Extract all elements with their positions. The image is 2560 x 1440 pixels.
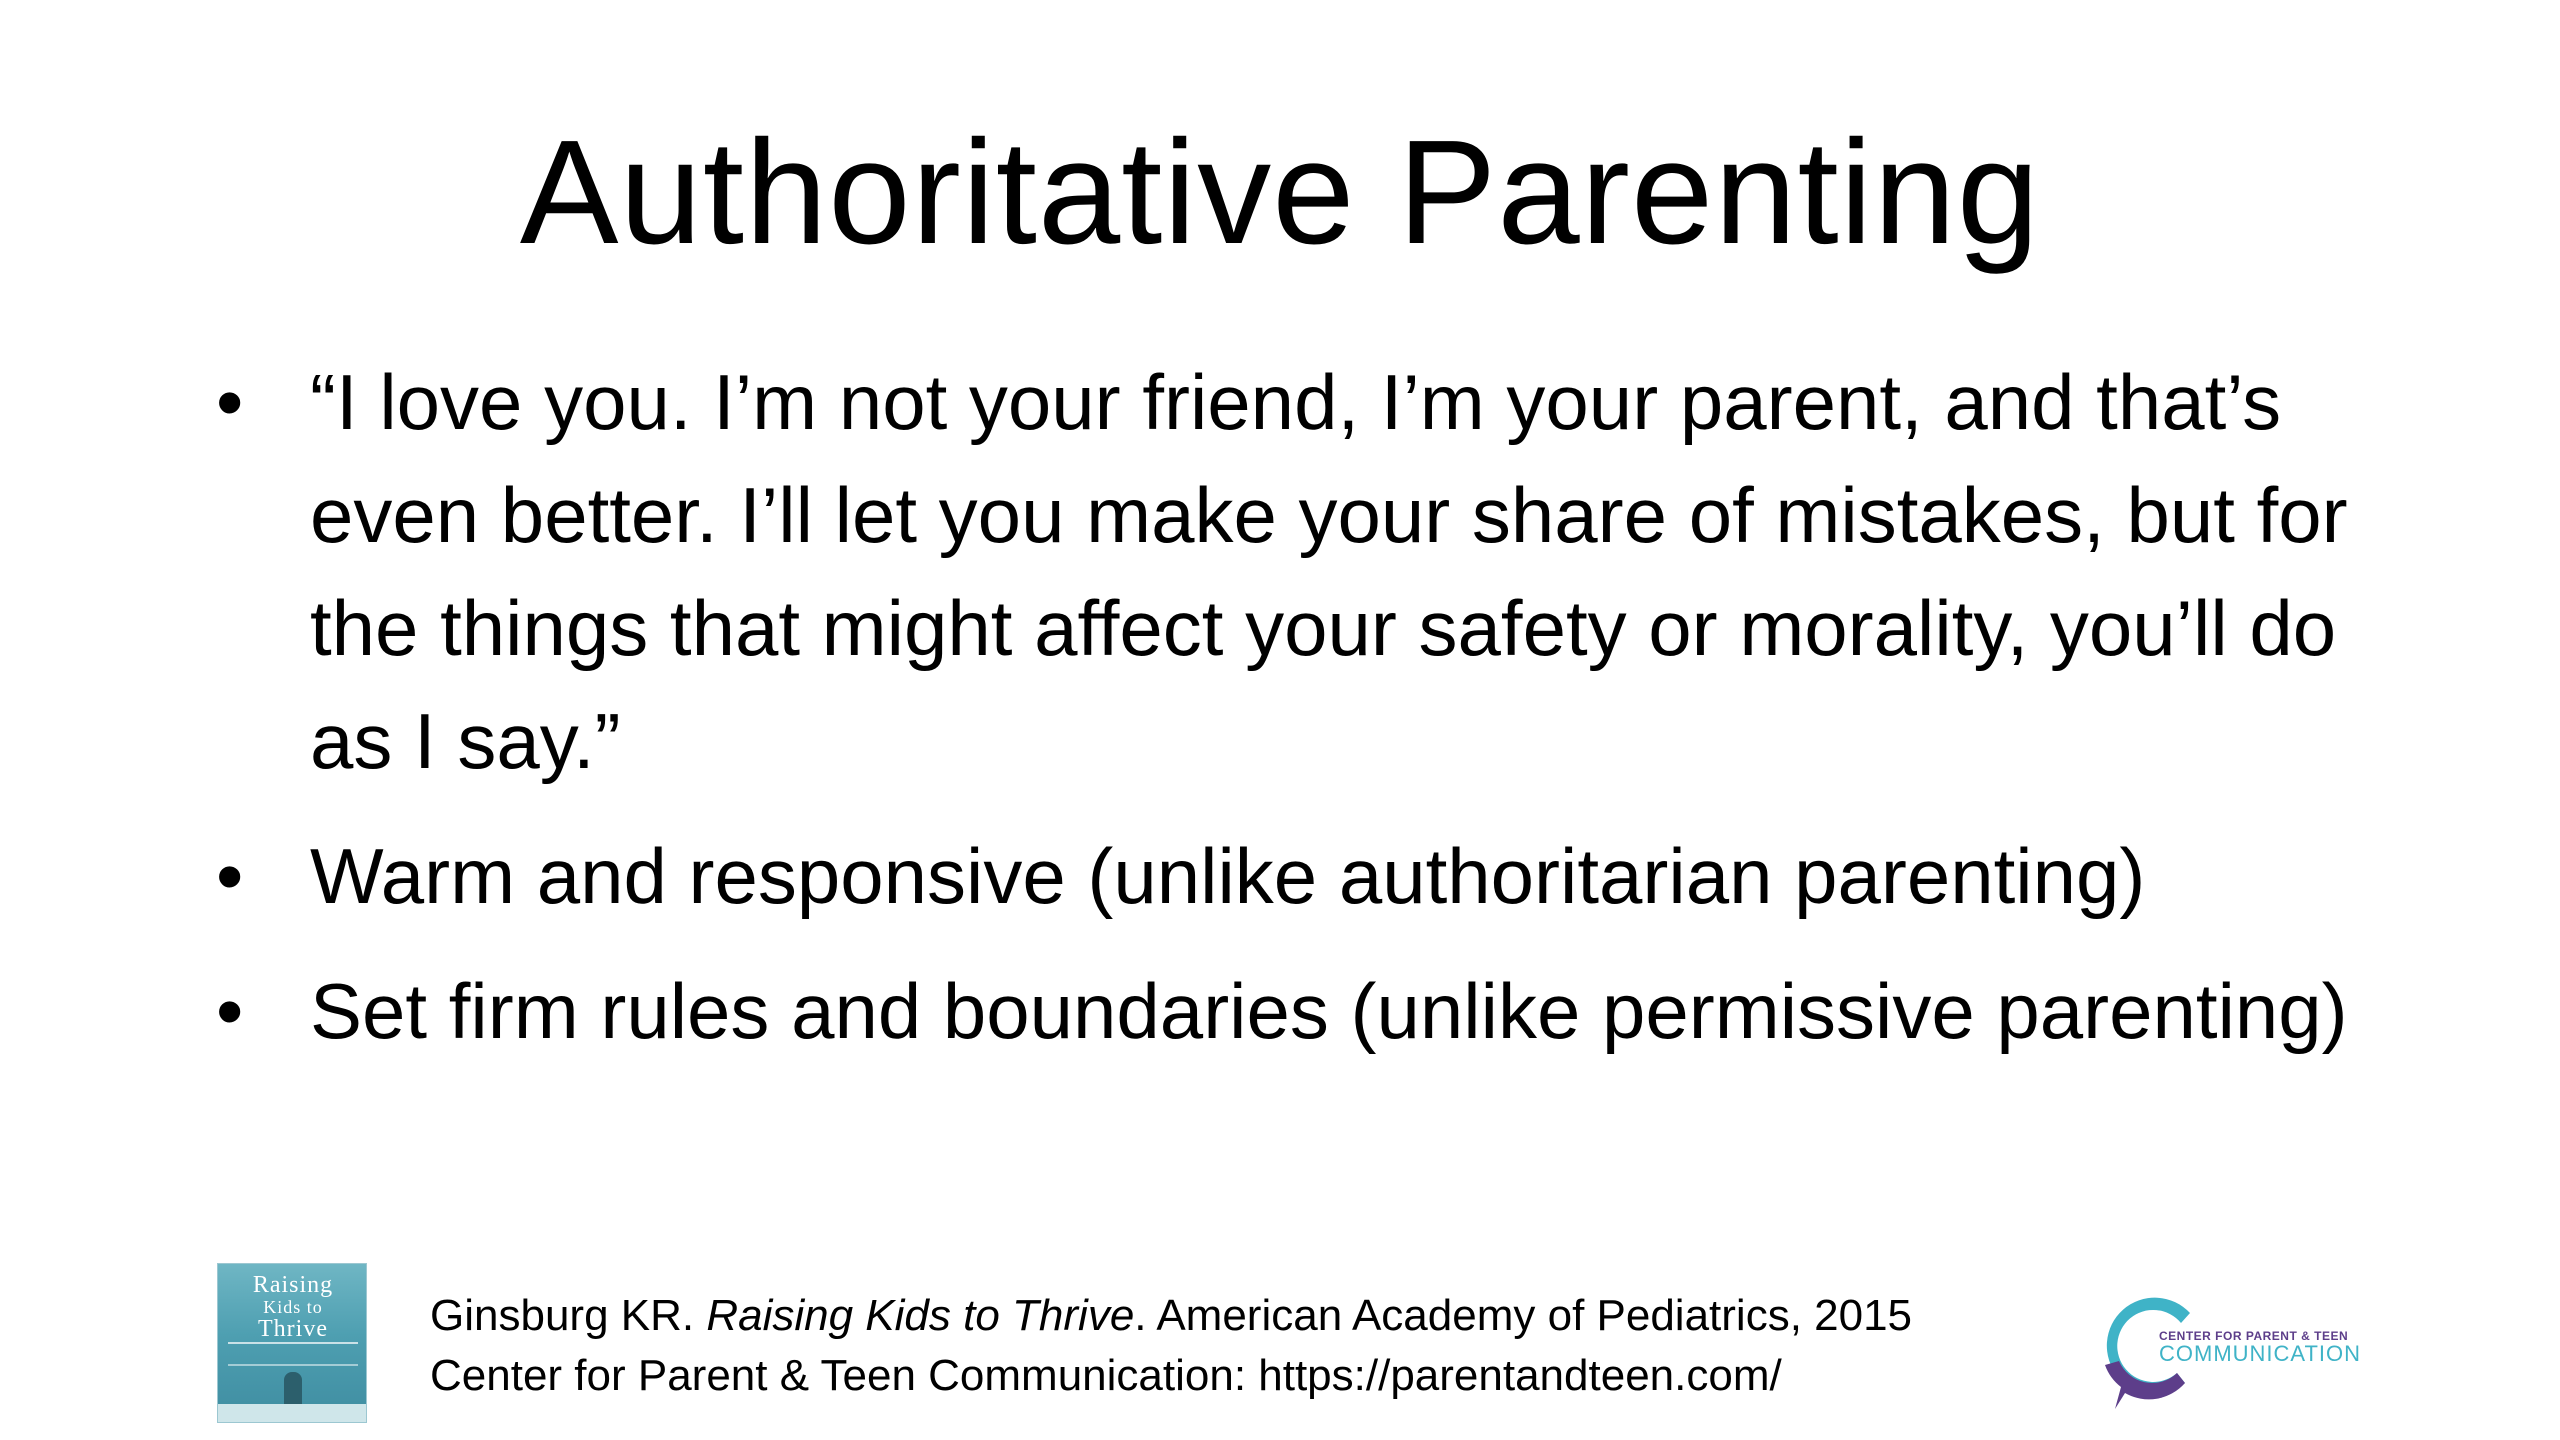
- bullet-item-warm: [210, 820, 2440, 933]
- citations: [430, 1286, 1912, 1406]
- book-cover-title-line: Thrive: [258, 1316, 328, 1342]
- citation-author: Ginsburg KR.: [430, 1291, 707, 1340]
- slide-title: Authoritative Parenting: [519, 110, 2041, 275]
- bullet-marker: •: [216, 832, 244, 920]
- book-cover-title: [218, 1274, 367, 1340]
- citation-book: [430, 1286, 1912, 1346]
- bullet-text: Set firm rules and boundaries (unlike permissive parenting): [310, 967, 2348, 1055]
- bullet-marker: •: [216, 358, 244, 446]
- cptc-logo: [2085, 1285, 2385, 1415]
- bullet-marker: •: [216, 967, 244, 1055]
- book-cover-image: [217, 1263, 367, 1423]
- bullet-text: Warm and responsive (unlike authoritarian parenting): [310, 832, 2146, 920]
- footer: [0, 1250, 2560, 1430]
- bullet-list: [210, 346, 2440, 1090]
- book-cover-title-line: Raising: [252, 1272, 334, 1298]
- citation-publisher: . American Academy of Pediatrics, 2015: [1134, 1291, 1913, 1340]
- book-cover-footer-band: [218, 1404, 367, 1423]
- book-cover-title-line: Kids to: [263, 1297, 323, 1317]
- citation-website: Center for Parent & Teen Communication: https://parentandteen.com/: [430, 1351, 1782, 1400]
- logo-text-line2: COMMUNICATION: [2159, 1341, 2362, 1366]
- bullet-text: “I love you. I’m not your friend, I’m your parent, and that’s even better. I’ll let you make your share of mistakes, but for the things that might affect your safety or morality, you’ll do as I say.”: [310, 358, 2348, 785]
- citation-book-title: Raising Kids to Thrive: [706, 1291, 1135, 1340]
- bullet-item-rules: [210, 955, 2440, 1068]
- logo-text-line1: CENTER FOR PARENT & TEEN: [2159, 1329, 2349, 1343]
- bullet-item-quote: [210, 346, 2440, 798]
- book-cover-subtitle-band: [228, 1342, 358, 1366]
